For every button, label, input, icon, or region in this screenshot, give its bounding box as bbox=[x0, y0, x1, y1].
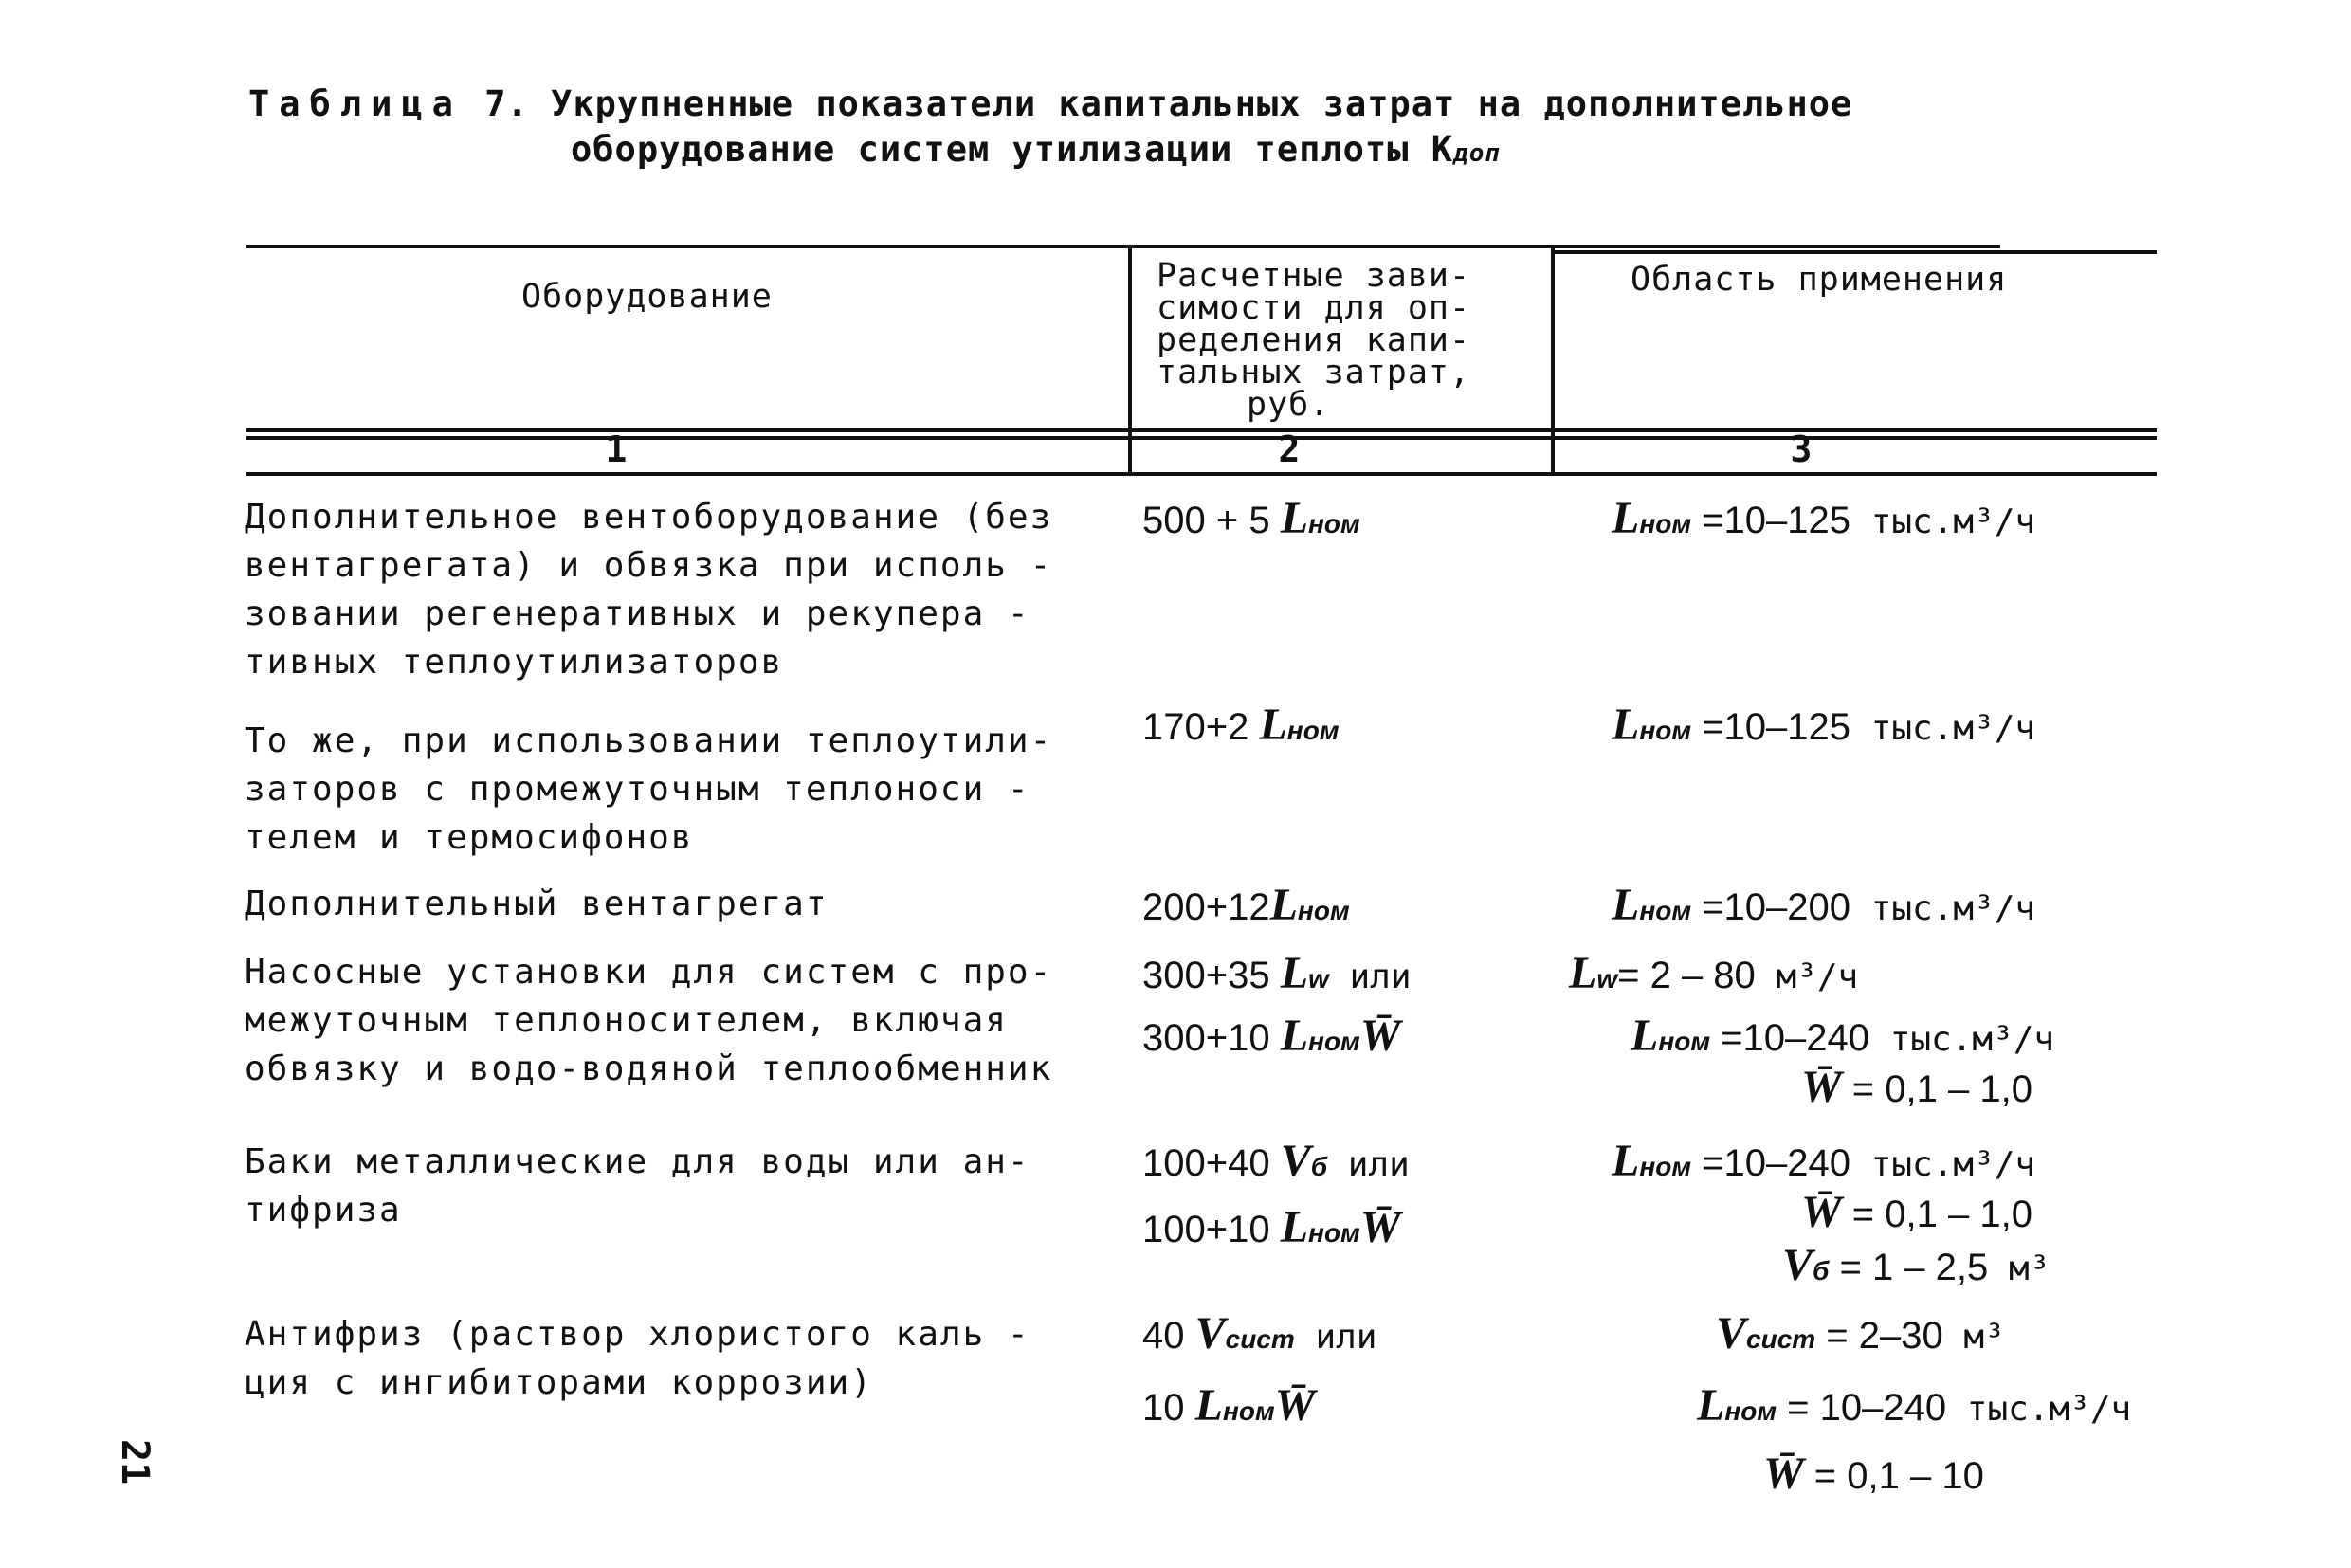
formula-symbol: L bbox=[1194, 1380, 1223, 1431]
formula-suffix: или bbox=[1294, 1318, 1377, 1357]
application-range bbox=[1569, 950, 1858, 1003]
equipment-line: Насосные установки для систем с про- bbox=[245, 953, 1053, 992]
formula-subscript: ном bbox=[1308, 1027, 1360, 1056]
formula-symbol: L bbox=[1612, 493, 1640, 543]
formula-subscript: ном bbox=[1658, 1027, 1711, 1056]
formula-subscript: ном bbox=[1639, 509, 1692, 538]
formula-prefix: 300+10 bbox=[1142, 1017, 1281, 1059]
range-value: =10–125 bbox=[1691, 706, 1851, 748]
equipment-line: межуточным теплоносителем, включая bbox=[245, 1001, 1008, 1040]
application-range bbox=[1801, 1064, 2032, 1113]
formula-subscript: ном bbox=[1286, 716, 1340, 745]
range-value: = 0,1 – 10 bbox=[1803, 1455, 1984, 1497]
formula-subscript: ном bbox=[1639, 896, 1692, 925]
range-unit: тыс.м³/ч bbox=[1850, 709, 2036, 748]
application-range bbox=[1612, 882, 2035, 935]
formula-prefix: 170+2 bbox=[1142, 706, 1260, 748]
numbers-bottom-rule bbox=[246, 472, 2157, 476]
table-top-rule-right bbox=[1555, 250, 2157, 254]
equipment-cell bbox=[245, 493, 1052, 686]
equipment-line: заторов с промежуточным теплоноси - bbox=[245, 770, 1030, 809]
equipment-line: тивных теплоутилизаторов bbox=[245, 643, 784, 682]
equipment-line: тифриза bbox=[245, 1191, 402, 1230]
equipment-line: телем и термосифонов bbox=[245, 818, 694, 857]
formula-suffix: или bbox=[1328, 957, 1412, 996]
formula-suffix: W̄ bbox=[1359, 1011, 1401, 1061]
header-formulas bbox=[1157, 257, 1471, 424]
formula-cell bbox=[1142, 1310, 1376, 1363]
equipment-line: ция с ингибиторами коррозии) bbox=[245, 1363, 873, 1402]
formula-cell bbox=[1142, 1012, 1400, 1066]
formula-subscript: ном bbox=[1308, 1218, 1360, 1248]
range-value: = 10–240 bbox=[1777, 1387, 1947, 1429]
formula-subscript: ном bbox=[1724, 1396, 1777, 1426]
formula-prefix: 10 bbox=[1142, 1387, 1195, 1429]
formula-subscript: w bbox=[1596, 964, 1618, 994]
column-number-1: 1 bbox=[605, 428, 628, 470]
formula-symbol: L bbox=[1612, 1136, 1640, 1186]
formula-symbol: L bbox=[1269, 880, 1298, 930]
table-title bbox=[248, 82, 1852, 176]
formula-symbol: L bbox=[1612, 700, 1640, 750]
formula-subscript: ном bbox=[1639, 716, 1692, 745]
numbers-top-rule bbox=[246, 436, 2157, 440]
formula-symbol: L bbox=[1612, 880, 1640, 930]
formula-prefix: 300+35 bbox=[1142, 955, 1281, 996]
equipment-cell bbox=[245, 880, 829, 928]
formula-subscript: ном bbox=[1297, 896, 1350, 925]
formula-symbol: L bbox=[1280, 1202, 1309, 1252]
formula-symbol: V bbox=[1280, 1136, 1311, 1186]
formula-symbol: W̄ bbox=[1801, 1187, 1842, 1237]
table-title-lead: Таблица bbox=[248, 83, 463, 124]
range-value: = 0,1 – 1,0 bbox=[1841, 1194, 2032, 1235]
equipment-line: зовании регенеративных и рекупера - bbox=[245, 594, 1030, 633]
range-unit: тыс.м³/ч bbox=[1946, 1390, 2132, 1429]
equipment-line: Антифриз (раствор хлористого каль - bbox=[245, 1315, 1030, 1354]
formula-cell bbox=[1142, 1382, 1315, 1435]
page-number: 21 bbox=[113, 1439, 156, 1486]
application-range bbox=[1612, 1138, 2035, 1191]
equipment-line: Дополнительное вентоборудование (без bbox=[245, 498, 1053, 537]
formula-prefix: 100+10 bbox=[1142, 1209, 1281, 1250]
formula-symbol: L bbox=[1280, 1011, 1309, 1061]
formula-prefix: 40 bbox=[1142, 1315, 1195, 1357]
formula-symbol: V bbox=[1716, 1308, 1747, 1358]
formula-prefix: 200+12 bbox=[1142, 886, 1270, 928]
application-range bbox=[1782, 1242, 2050, 1295]
formula-subscript: ном bbox=[1308, 509, 1360, 538]
formula-symbol: W̄ bbox=[1763, 1449, 1804, 1499]
header-formulas-line: Расчетные зави- bbox=[1157, 257, 1471, 295]
range-value: =10–200 bbox=[1691, 886, 1851, 928]
header-application-area: Область применения bbox=[1631, 261, 2008, 299]
equipment-line: То же, при использовании теплоутили- bbox=[245, 721, 1053, 760]
range-unit: тыс.м³/ч bbox=[1850, 1145, 2036, 1184]
application-range bbox=[1631, 1012, 2054, 1066]
formula-subscript: б bbox=[1310, 1152, 1328, 1181]
formula-cell bbox=[1142, 1204, 1400, 1257]
column-number-3: 3 bbox=[1790, 428, 1813, 470]
formula-cell bbox=[1142, 882, 1350, 935]
formula-subscript: сист bbox=[1225, 1324, 1295, 1354]
formula-cell bbox=[1142, 495, 1360, 548]
formula-cell bbox=[1142, 950, 1412, 1003]
formula-suffix: W̄ bbox=[1359, 1202, 1401, 1252]
header-formulas-line: ределения капи- bbox=[1157, 321, 1471, 359]
formula-subscript: сист bbox=[1746, 1324, 1816, 1354]
equipment-cell bbox=[245, 717, 1052, 862]
equipment-line: вентагрегата) и обвязка при исполь - bbox=[245, 546, 1053, 585]
column-number-2: 2 bbox=[1278, 428, 1301, 470]
formula-cell bbox=[1142, 1138, 1410, 1191]
range-unit: м³/ч bbox=[1755, 957, 1859, 996]
application-range bbox=[1697, 1382, 2131, 1435]
range-value: = 0,1 – 1,0 bbox=[1841, 1068, 2032, 1110]
range-value: =10–240 bbox=[1691, 1142, 1851, 1184]
column-divider-2 bbox=[1551, 248, 1555, 472]
range-unit: тыс.м³/ч bbox=[1850, 889, 2036, 928]
formula-cell bbox=[1142, 702, 1340, 755]
formula-subscript: ном bbox=[1639, 1152, 1692, 1181]
range-value: =10–240 bbox=[1710, 1017, 1870, 1059]
application-range bbox=[1612, 495, 2035, 548]
header-equipment: Оборудование bbox=[521, 278, 773, 316]
equipment-cell bbox=[245, 948, 1052, 1093]
equipment-cell bbox=[245, 1310, 1030, 1407]
formula-symbol: L bbox=[1280, 948, 1309, 998]
header-bottom-rule bbox=[246, 428, 2157, 432]
formula-prefix: 100+40 bbox=[1142, 1142, 1281, 1184]
formula-subscript: ном bbox=[1222, 1396, 1275, 1426]
header-formulas-line: руб. bbox=[1247, 386, 1331, 424]
header-formulas-line: симости для оп- bbox=[1157, 289, 1471, 327]
application-range bbox=[1801, 1189, 2032, 1238]
formula-subscript: w bbox=[1308, 964, 1329, 994]
table-title-line1: 7. Укрупненные показатели капитальных затрат на дополнительное bbox=[484, 83, 1853, 124]
table-title-line2: оборудование систем утилизации теплоты Kдоп bbox=[571, 129, 1502, 170]
column-divider-1 bbox=[1128, 245, 1132, 472]
range-unit: м³ bbox=[1988, 1249, 2050, 1288]
formula-symbol: L bbox=[1259, 700, 1287, 750]
formula-symbol: L bbox=[1280, 493, 1309, 543]
table-top-rule bbox=[246, 245, 2000, 248]
formula-subscript: б bbox=[1813, 1256, 1830, 1285]
formula-symbol: L bbox=[1697, 1380, 1725, 1431]
equipment-line: Дополнительный вентагрегат bbox=[245, 884, 829, 923]
range-unit: тыс.м³/ч bbox=[1869, 1020, 2055, 1059]
formula-symbol: V bbox=[1194, 1308, 1226, 1358]
range-value: = 2 – 80 bbox=[1617, 955, 1756, 996]
formula-suffix: W̄ bbox=[1274, 1380, 1316, 1431]
formula-suffix: или bbox=[1327, 1145, 1410, 1184]
formula-symbol: L bbox=[1569, 948, 1597, 998]
table-title-subscript: доп bbox=[1453, 139, 1502, 168]
header-formulas-line: тальных затрат, bbox=[1157, 354, 1471, 392]
formula-symbol: V bbox=[1782, 1240, 1813, 1290]
formula-symbol: W̄ bbox=[1801, 1062, 1842, 1112]
range-value: =10–125 bbox=[1691, 500, 1851, 541]
range-value: = 2–30 bbox=[1815, 1315, 1943, 1357]
formula-symbol: L bbox=[1631, 1011, 1659, 1061]
range-unit: тыс.м³/ч bbox=[1850, 502, 2036, 541]
range-unit: м³ bbox=[1942, 1318, 2005, 1357]
application-range bbox=[1716, 1310, 2005, 1363]
equipment-cell bbox=[245, 1138, 1030, 1234]
application-range bbox=[1612, 702, 2035, 755]
range-value: = 1 – 2,5 bbox=[1829, 1247, 1989, 1288]
equipment-line: обвязку и водо-водяной теплообменник bbox=[245, 1049, 1053, 1088]
application-range bbox=[1763, 1450, 1984, 1500]
formula-prefix: 500 + 5 bbox=[1142, 500, 1281, 541]
equipment-line: Баки металлические для воды или ан- bbox=[245, 1142, 1030, 1181]
